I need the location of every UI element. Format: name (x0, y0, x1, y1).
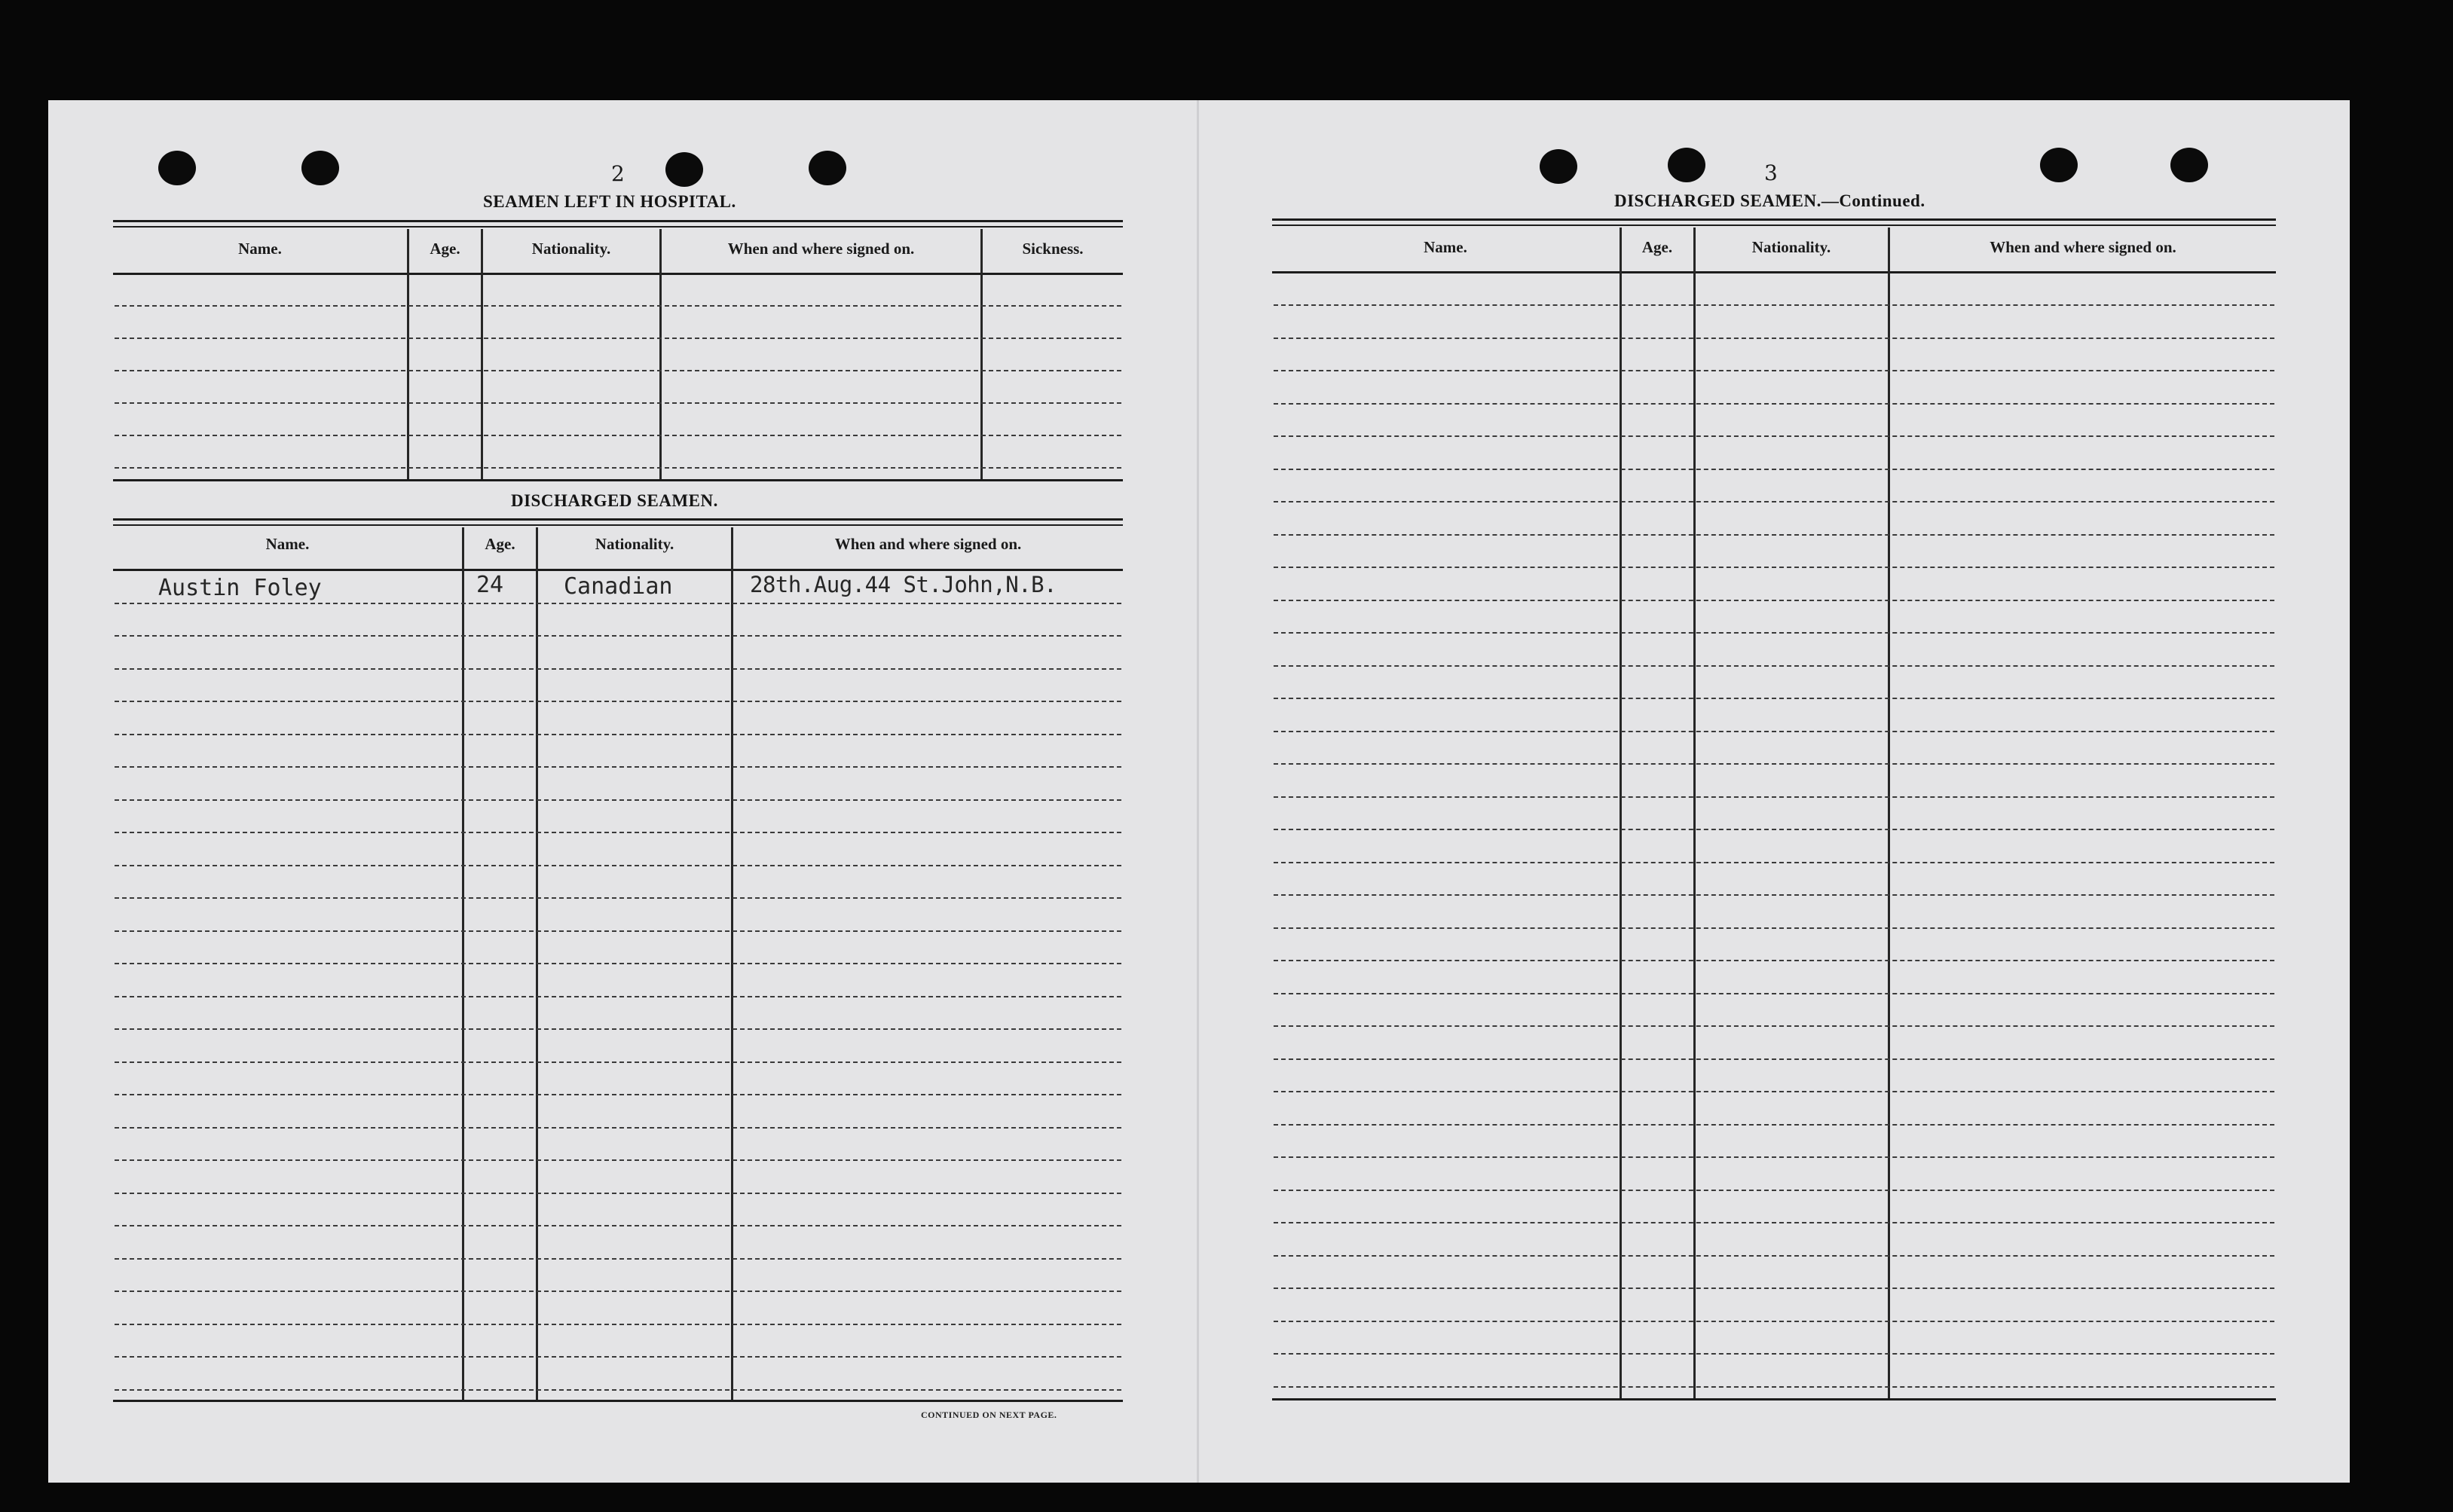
hospital-col-age: Age. (430, 240, 460, 258)
right-section-title: DISCHARGED SEAMEN.—Continued. (1614, 191, 1925, 210)
hospital-section-title: SEAMEN LEFT IN HOSPITAL. (483, 192, 736, 211)
discharged-top-rule (113, 518, 1123, 521)
punch-hole (665, 152, 703, 187)
right-row-line (1274, 796, 2274, 798)
discharged-col-nationality: Nationality. (595, 535, 674, 553)
page-gutter (1197, 100, 1199, 1483)
hospital-col-nationality: Nationality. (531, 240, 611, 258)
right-row-line (1274, 1124, 2274, 1126)
right-row-line (1274, 1287, 2274, 1289)
right-row-line (1274, 763, 2274, 765)
right-row-line (1274, 829, 2274, 830)
discharged-col-divider (731, 527, 733, 1401)
punch-hole (158, 151, 196, 185)
discharged-top-rule-2 (113, 524, 1123, 526)
right-row-line (1274, 1091, 2274, 1092)
discharged-row-line (115, 668, 1121, 670)
right-row-line (1274, 1025, 2274, 1027)
hospital-row-line (115, 435, 1121, 436)
entry-signed-on: 28th.Aug.44 St.John,N.B. (750, 572, 1057, 597)
right-col-name: Name. (1424, 238, 1467, 256)
punch-hole (1668, 148, 1705, 182)
discharged-row-line (115, 1258, 1121, 1260)
right-row-line (1274, 501, 2274, 502)
right-row-line (1274, 1222, 2274, 1223)
discharged-row-line (115, 996, 1121, 997)
hospital-header-rule (113, 273, 1123, 275)
hospital-row-line (115, 402, 1121, 404)
discharged-row-line (115, 1389, 1121, 1391)
hospital-bottom-rule (113, 479, 1123, 481)
ledger-sheet (48, 100, 2350, 1483)
hospital-col-divider (980, 229, 983, 481)
discharged-col-name: Name. (265, 535, 310, 553)
discharged-row-line (115, 1225, 1121, 1226)
continued-note: CONTINUED ON NEXT PAGE. (921, 1410, 1057, 1420)
right-row-line (1274, 993, 2274, 994)
discharged-row-line (115, 1193, 1121, 1194)
right-row-line (1274, 1255, 2274, 1257)
right-row-line (1274, 304, 2274, 306)
right-row-line (1274, 338, 2274, 339)
punch-hole (2040, 148, 2078, 182)
discharged-row-line (115, 1324, 1121, 1325)
right-row-line (1274, 698, 2274, 699)
discharged-col-signed-on: When and where signed on. (834, 535, 1022, 553)
right-row-line (1274, 469, 2274, 470)
right-header-rule (1272, 271, 2276, 273)
right-col-signed-on: When and where signed on. (1990, 238, 2176, 256)
right-col-age: Age. (1641, 238, 1673, 256)
discharged-row-line (115, 1094, 1121, 1095)
hospital-col-divider (407, 229, 409, 481)
right-row-line (1274, 534, 2274, 536)
discharged-col-divider (462, 527, 464, 1401)
discharged-row-line (115, 930, 1121, 932)
right-bottom-rule (1272, 1398, 2276, 1401)
right-row-line (1274, 1353, 2274, 1355)
punch-hole (301, 151, 339, 185)
entry-nationality: Canadian (564, 573, 673, 600)
discharged-row-line (115, 865, 1121, 866)
right-row-line (1274, 1321, 2274, 1322)
discharged-row-line (115, 734, 1121, 735)
discharged-row-line (115, 963, 1121, 964)
discharged-header-rule (113, 569, 1123, 571)
hospital-row-line (115, 338, 1121, 339)
right-row-line (1274, 632, 2274, 634)
discharged-col-age: Age. (485, 535, 515, 553)
right-row-line (1274, 894, 2274, 896)
entry-name: Austin Foley (158, 575, 322, 601)
hospital-col-signed-on: When and where signed on. (727, 240, 915, 258)
discharged-row-line (115, 635, 1121, 637)
right-row-line (1274, 960, 2274, 961)
right-row-line (1274, 731, 2274, 732)
right-row-line (1274, 1058, 2274, 1060)
right-row-line (1274, 1386, 2274, 1388)
punch-hole (1540, 149, 1577, 184)
punch-hole (2170, 148, 2208, 182)
right-row-line (1274, 1190, 2274, 1191)
hospital-row-line (115, 467, 1121, 469)
hospital-col-divider (659, 229, 662, 481)
discharged-row-line (115, 832, 1121, 833)
discharged-row-line (115, 1028, 1121, 1030)
discharged-section-title: DISCHARGED SEAMEN. (511, 491, 718, 510)
discharged-row-line (115, 1159, 1121, 1161)
discharged-row-line (115, 766, 1121, 768)
right-row-line (1274, 927, 2274, 929)
discharged-row-line (115, 701, 1121, 702)
right-row-line (1274, 435, 2274, 437)
punch-hole (809, 151, 846, 185)
hospital-row-line (115, 305, 1121, 307)
right-col-nationality: Nationality. (1751, 238, 1831, 256)
right-row-line (1274, 370, 2274, 371)
discharged-row-line (115, 1127, 1121, 1129)
right-row-line (1274, 403, 2274, 405)
discharged-row-line (115, 603, 1121, 604)
hospital-col-name: Name. (238, 240, 282, 258)
right-top-rule-2 (1272, 225, 2276, 226)
hospital-top-rule (113, 220, 1123, 222)
discharged-row-line (115, 799, 1121, 801)
page-number-right: 3 (1764, 160, 1778, 185)
hospital-top-rule-2 (113, 226, 1123, 228)
right-row-line (1274, 567, 2274, 568)
right-row-line (1274, 665, 2274, 667)
discharged-row-line (115, 1356, 1121, 1358)
discharged-col-divider (536, 527, 538, 1401)
hospital-col-sickness: Sickness. (1022, 240, 1084, 258)
entry-age: 24 (476, 572, 504, 598)
right-row-line (1274, 862, 2274, 863)
discharged-bottom-rule (113, 1400, 1123, 1402)
right-top-rule (1272, 218, 2276, 221)
right-row-line (1274, 600, 2274, 601)
right-row-line (1274, 1156, 2274, 1158)
discharged-row-line (115, 1061, 1121, 1063)
discharged-row-line (115, 1291, 1121, 1292)
page-number-left: 2 (611, 161, 625, 186)
discharged-row-line (115, 897, 1121, 899)
hospital-col-divider (481, 229, 483, 481)
hospital-row-line (115, 370, 1121, 371)
